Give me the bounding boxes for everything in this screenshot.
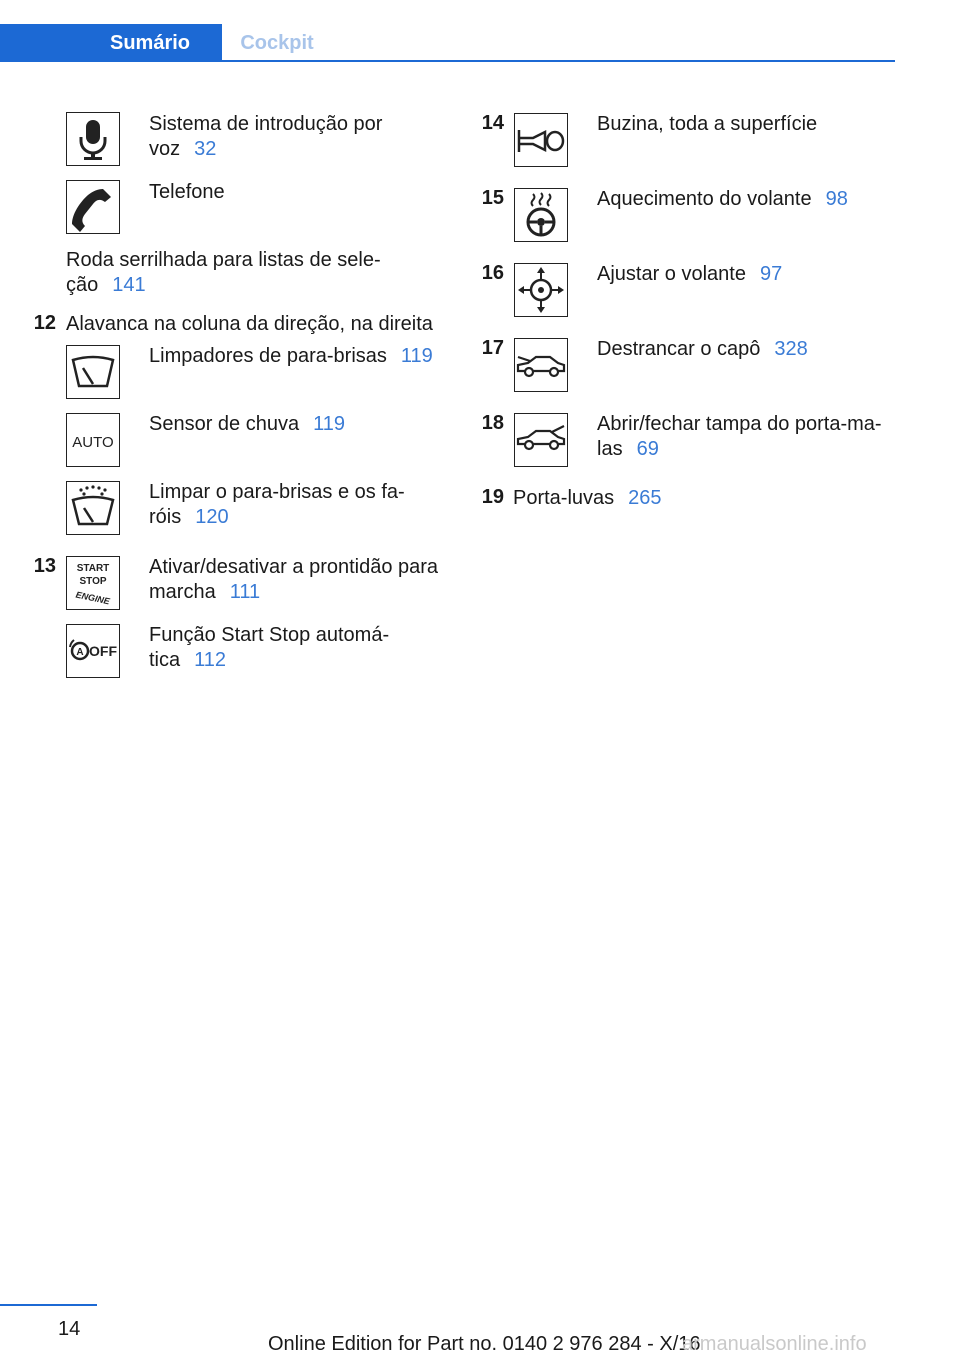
steering-adjust-icon	[514, 263, 568, 317]
item-12-text: Alavanca na coluna da direção, na direita	[66, 313, 433, 335]
item-number-15: 15	[481, 187, 504, 209]
item-number-17: 17	[481, 337, 504, 359]
item-number-16: 16	[481, 262, 504, 284]
steering-adjust-entry: Ajustar o volante 97	[597, 263, 783, 285]
page-ref-link[interactable]: 97	[759, 263, 783, 285]
auto-start-stop-entry: Função Start Stop automá- tica 112	[149, 624, 390, 671]
ready-to-drive-entry: Ativar/desativar a prontidão para marcha 111	[149, 556, 439, 603]
windshield-wiper-icon	[66, 345, 120, 399]
page-ref-link[interactable]: 120	[195, 506, 229, 528]
page-ref-link[interactable]: 111	[229, 581, 261, 603]
item-number-14: 14	[481, 112, 504, 134]
page-number: 14	[58, 1318, 81, 1340]
trunk-lid-icon	[514, 413, 568, 467]
phone-entry: Telefone	[149, 181, 225, 203]
nav-divider	[0, 60, 895, 62]
svg-text:A: A	[76, 647, 84, 658]
top-navigation	[0, 24, 895, 62]
tab-sumario[interactable]: Sumário	[0, 24, 222, 62]
hood-release-entry: Destrancar o capô 328	[597, 338, 808, 360]
microphone-icon	[66, 112, 120, 166]
thumbwheel-entry: Roda serrilhada para listas de sele- ção 141	[66, 249, 381, 296]
auto-icon-label: AUTO	[72, 434, 114, 451]
item-number-19: 19	[481, 486, 504, 508]
voice-system-entry: Sistema de introdução por voz 32	[149, 113, 383, 160]
page-ref-link[interactable]: 119	[313, 413, 345, 435]
page-ref-link[interactable]: 328	[774, 338, 808, 360]
watermark: armanualsonline.info	[682, 1333, 867, 1355]
rain-sensor-entry: Sensor de chuva 119	[149, 413, 345, 435]
tab-cockpit[interactable]: Cockpit	[240, 32, 314, 54]
item-number-12: 12	[33, 312, 56, 334]
page-ref-link[interactable]: 98	[825, 188, 848, 210]
page-ref-link[interactable]: 112	[194, 649, 227, 671]
page-ref-link[interactable]: 32	[194, 138, 217, 160]
washer-entry: Limpar o para-brisas e os fa- róis 120	[149, 481, 405, 528]
phone-icon	[66, 180, 120, 234]
page-ref-link[interactable]: 265	[628, 487, 662, 509]
auto-rain-sensor-icon	[66, 413, 120, 467]
edition-note: Online Edition for Part no. 0140 2 976 284 - X/16	[268, 1333, 701, 1355]
page-ref-link[interactable]: 119	[400, 345, 433, 367]
steering-heating-entry: Aquecimento do volante 98	[597, 188, 848, 210]
auto-start-stop-off-icon	[66, 624, 120, 678]
washer-icon	[66, 481, 120, 535]
footer-divider	[0, 1304, 97, 1306]
page-ref-link[interactable]: 141	[112, 274, 146, 296]
item-number-18: 18	[481, 412, 504, 434]
wipers-entry: Limpadores de para-brisas 119	[149, 345, 433, 367]
page-ref-link[interactable]: 69	[636, 438, 659, 460]
item-number-13: 13	[33, 555, 56, 577]
horn-entry: Buzina, toda a superfície	[597, 113, 818, 135]
start-icon-label: START	[76, 563, 110, 574]
glove-box-entry: Porta-luvas 265	[513, 487, 662, 509]
horn-icon	[514, 113, 568, 167]
engine-icon-label: ENGINE	[74, 589, 111, 607]
stop-icon-label: STOP	[79, 576, 107, 587]
start-stop-engine-icon	[66, 556, 120, 610]
steering-wheel-heating-icon	[514, 188, 568, 242]
trunk-lid-entry: Abrir/fechar tampa do porta-ma- las 69	[597, 413, 882, 460]
off-icon-label: OFF	[89, 643, 117, 659]
hood-release-icon	[514, 338, 568, 392]
